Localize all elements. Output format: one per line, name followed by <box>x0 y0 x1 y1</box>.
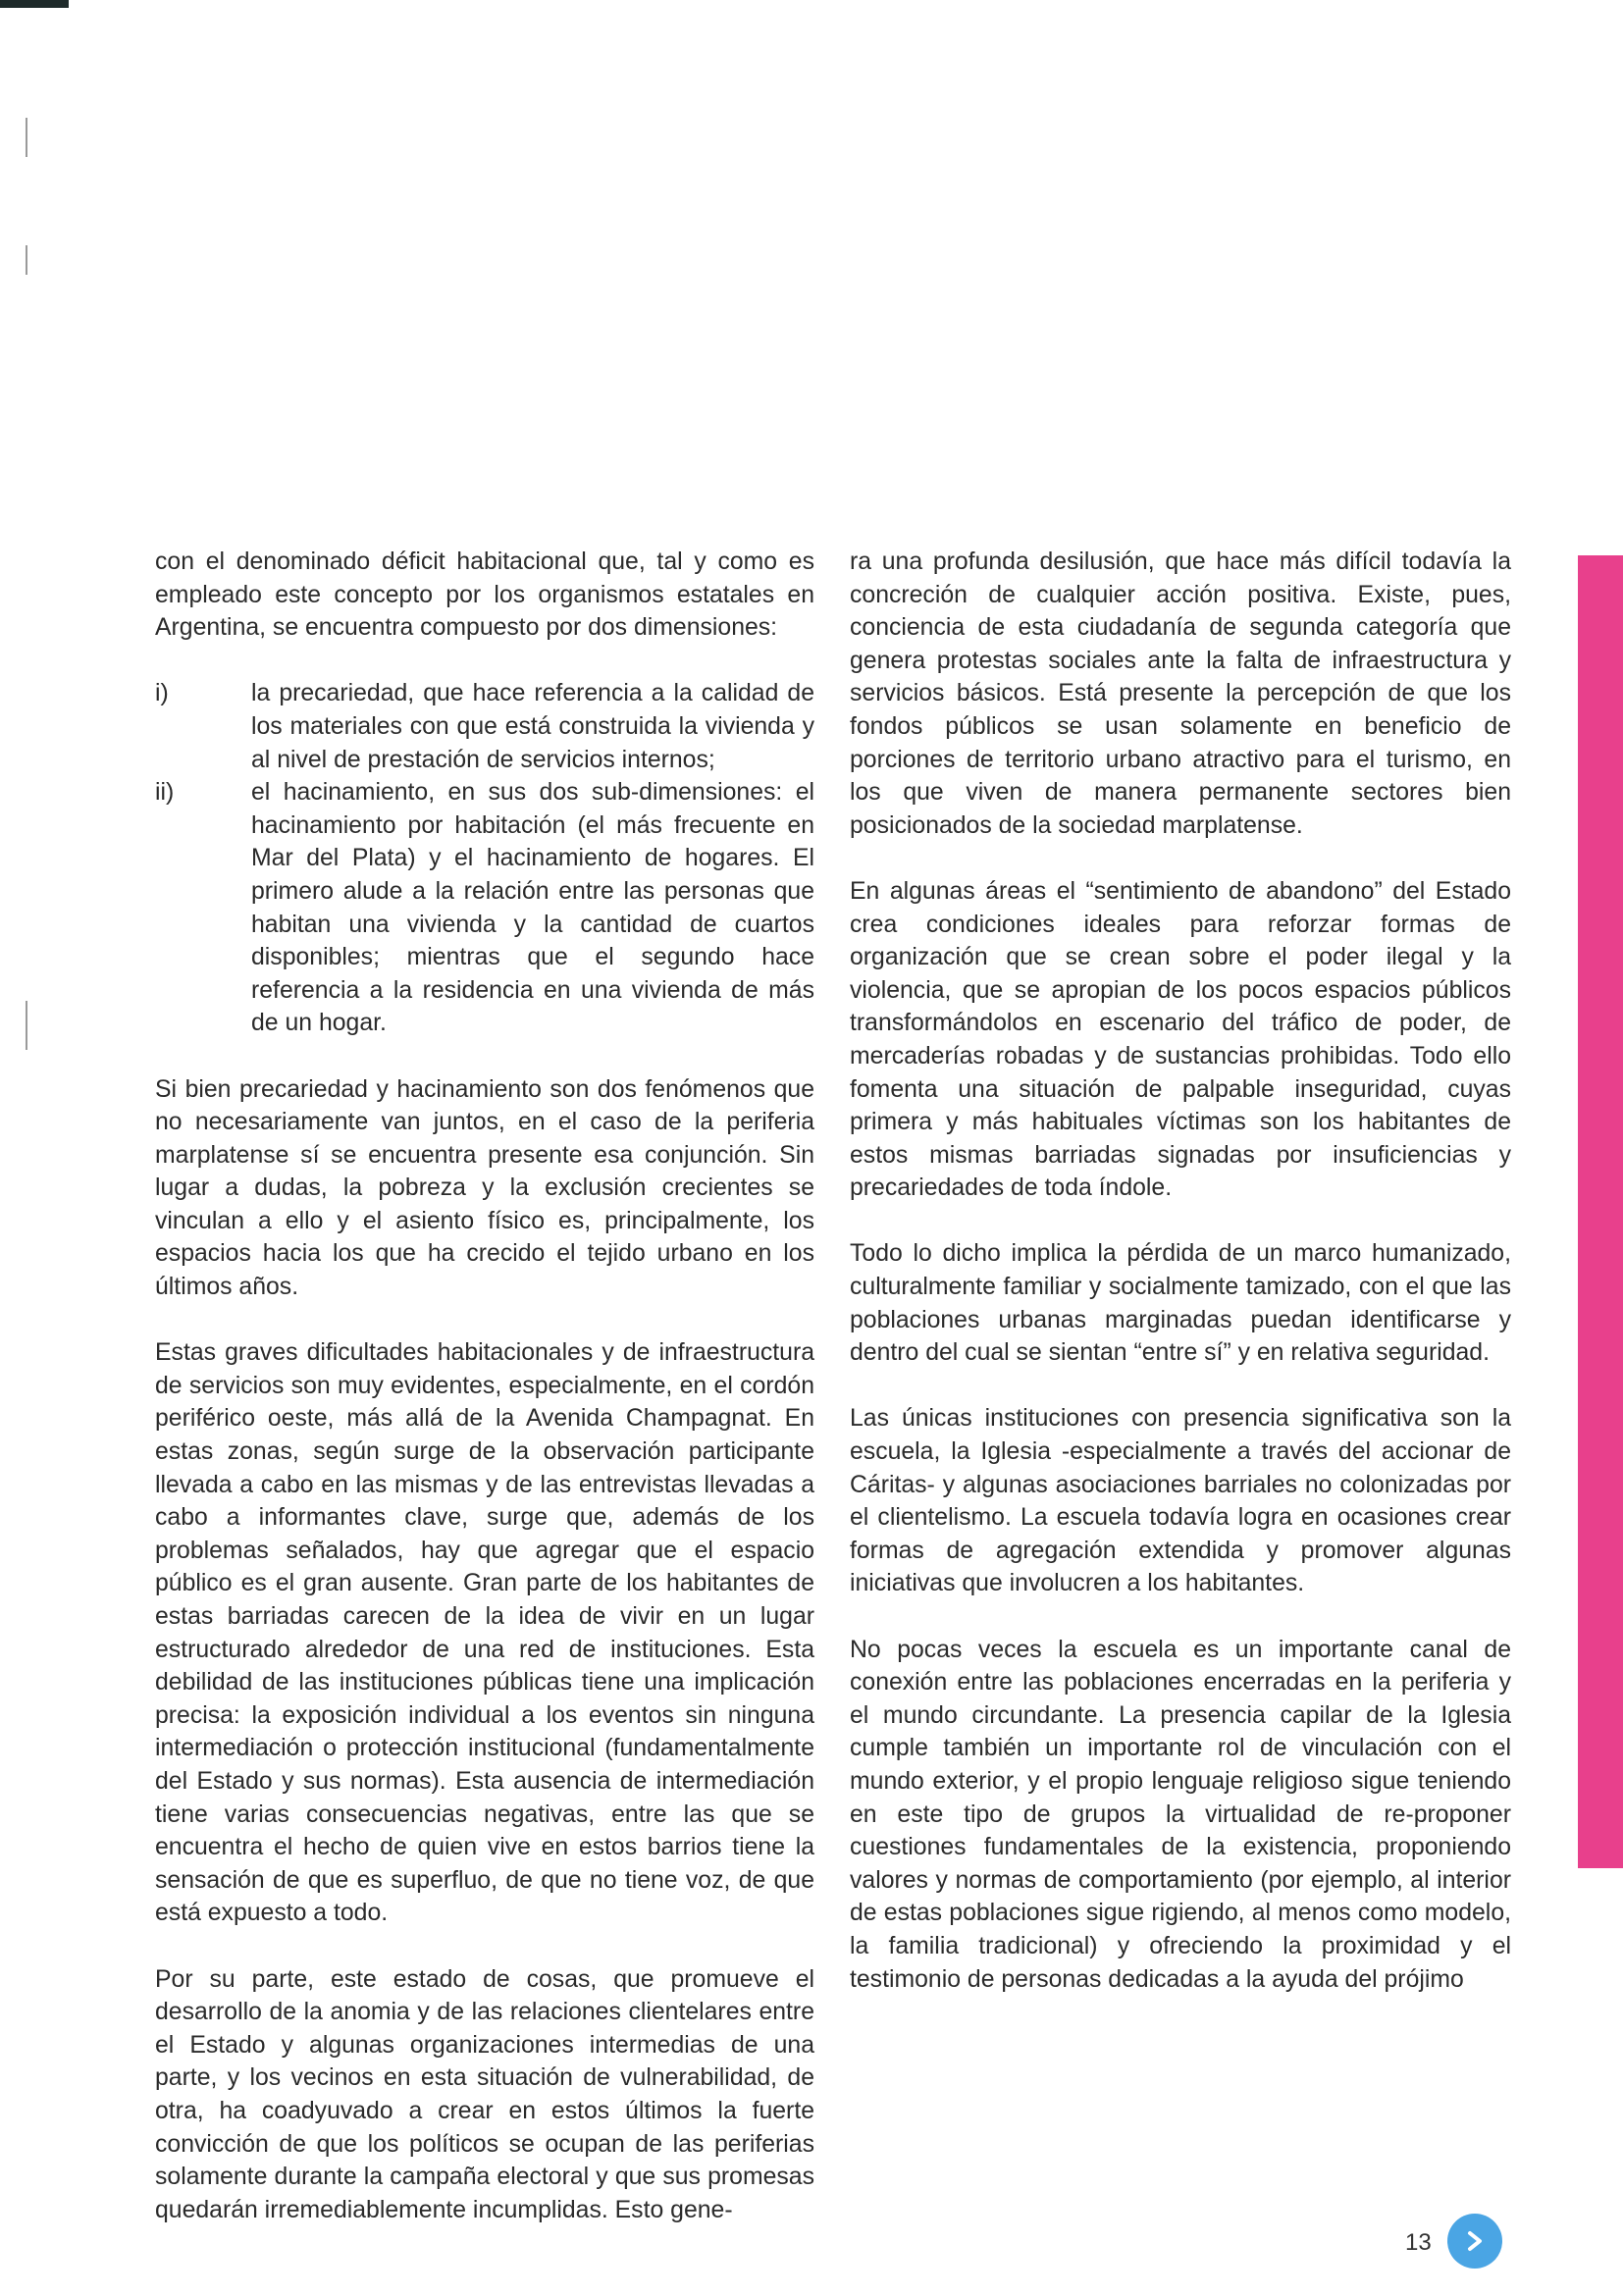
intro-paragraph: con el denominado déficit habitacional que, tal y como es empleado este concepto por los organismos estatales en Argentina, se encuentra compuesto por dos dimensiones: <box>155 548 814 642</box>
body-paragraph: Estas graves dificultades habitacionales y de infraestructura de servicios son muy evidentes, especialmente, en el cordón periférico oeste, más allá de la Avenida Champagnat. En estas zonas, según surge de la observación participante llevada a cabo en las mismas y de las entrevistas llevadas a cabo a informantes clave, surge que, además de los problemas señalados, hay que agregar que el espacio público es el gran ausente. Gran parte de los habitantes de estas barriadas carecen de la idea de vivir en un lugar estructurado alrededor de una red de instituciones. Esta debilidad de las instituciones públicas tiene una implicación precisa: la exposición individual a los eventos sin ninguna intermediación o protección institucional (fundamentalmente del Estado y sus normas). Esta ausencia de intermediación tiene varias consecuencias negativas, entre las que se encuentra el hecho de quien vive en estos barrios tiene la sensación de que es superfluo, de que no tiene voz, de que está expuesto a todo. <box>155 1339 814 1927</box>
body-paragraph: Las únicas instituciones con presencia significativa son la escuela, la Iglesia -especialmente a través del accionar de Cáritas- y algunas asociaciones barriales no colonizadas por el clientelismo. La escuela todavía logra en ocasiones crear formas de agregación extendida y promover algunas iniciativas que involucren a los habitantes. <box>850 1405 1511 1597</box>
left-column <box>155 546 814 2226</box>
list-item <box>155 776 814 1040</box>
accent-bar <box>1578 555 1623 1868</box>
scan-corner-mark <box>0 0 69 8</box>
list-marker: ii) <box>155 779 175 807</box>
list-text: la precariedad, que hace referencia a la calidad de los materiales con que está construida la vivienda y al nivel de prestación de servicios internos; <box>251 680 814 773</box>
chevron-right-icon <box>1462 2228 1488 2254</box>
list-marker: i) <box>155 680 169 707</box>
list-text: el hacinamiento, en sus dos sub-dimensiones: el hacinamiento por habitación (el más frecuente en Mar del Plata) y el hacinamiento de hogares. El primero alude a la relación entre las personas que habitan una vivienda y la cantidad de cuartos disponibles; mientras que el segundo hace referencia a la residencia en una vivienda de más de un hogar. <box>251 779 814 1037</box>
scan-edge-mark <box>26 245 27 275</box>
body-paragraph: Todo lo dicho implica la pérdida de un marco humanizado, culturalmente familiar y socialmente tamizado, con el que las poblaciones urbanas marginadas puedan identificarse y dentro del cual se sientan “entre sí” y en relativa seguridad. <box>850 1240 1511 1367</box>
body-paragraph: No pocas veces la escuela es un importante canal de conexión entre las poblaciones encerradas en la periferia y el mundo circundante. La presencia capilar de la Iglesia cumple también un importante rol de vinculación con el mundo exterior, y el propio lenguaje religioso sigue teniendo en este tipo de grupos la virtualidad de re-proponer cuestiones fundamentales de la existencia, proponiendo valores y normas de comportamiento (por ejemplo, al interior de estas poblaciones sigue rigiendo, al menos como modelo, la familia tradicional) y ofreciendo la proximidad y el testimonio de personas dedicadas a la ayuda del prójimo <box>850 1636 1511 1993</box>
scan-edge-mark <box>26 1001 27 1050</box>
page-number: 13 <box>1405 2229 1432 2256</box>
body-paragraph: ra una profunda desilusión, que hace más difícil todavía la concreción de cualquier acción positiva. Existe, pues, conciencia de esta ciudadanía de segunda categoría que genera protestas sociales ante la falta de infraestructura y servicios básicos. Está presente la percepción de que los fondos públicos se usan solamente en beneficio de porciones de territorio urbano atractivo para el turismo, en los que viven de manera permanente sectores bien posicionados de la sociedad marplatense. <box>850 548 1511 839</box>
list-item <box>155 677 814 776</box>
body-paragraph: Por su parte, este estado de cosas, que promueve el desarrollo de la anomia y de las relaciones clientelares entre el Estado y algunas organizaciones intermedias de una parte, y los vecinos en esta situación de vulnerabilidad, de otra, ha coadyuvado a crear en estos últimos la fuerte convicción de que los políticos se ocupan de las periferias solamente durante la campaña electoral y que sus promesas quedarán irremediablemente incumplidas. Esto gene- <box>155 1965 814 2223</box>
body-paragraph: Si bien precariedad y hacinamiento son dos fenómenos que no necesariamente van juntos, en el caso de la periferia marplatense sí se encuentra presente esa conjunción. Sin lugar a dudas, la pobreza y la exclusión crecientes se vinculan a ello y el asiento físico es, principalmente, los espacios hacia los que ha crecido el tejido urbano en los últimos años. <box>155 1075 814 1301</box>
scan-edge-mark <box>26 118 27 157</box>
next-page-button[interactable] <box>1447 2214 1502 2269</box>
right-column <box>850 546 1511 1996</box>
body-paragraph: En algunas áreas el “sentimiento de abandono” del Estado crea condiciones ideales para reforzar formas de organización que se crean sobre el poder ilegal y la violencia, que se apropian de los pocos espacios públicos transformándolos en escenario del tráfico de poder, de mercaderías robadas y de sustancias prohibidas. Todo ello fomenta una situación de palpable inseguridad, cuyas primera y más habituales víctimas son los habitantes de estos mismas barriadas signadas por insuficiencias y precariedades de toda índole. <box>850 877 1511 1202</box>
